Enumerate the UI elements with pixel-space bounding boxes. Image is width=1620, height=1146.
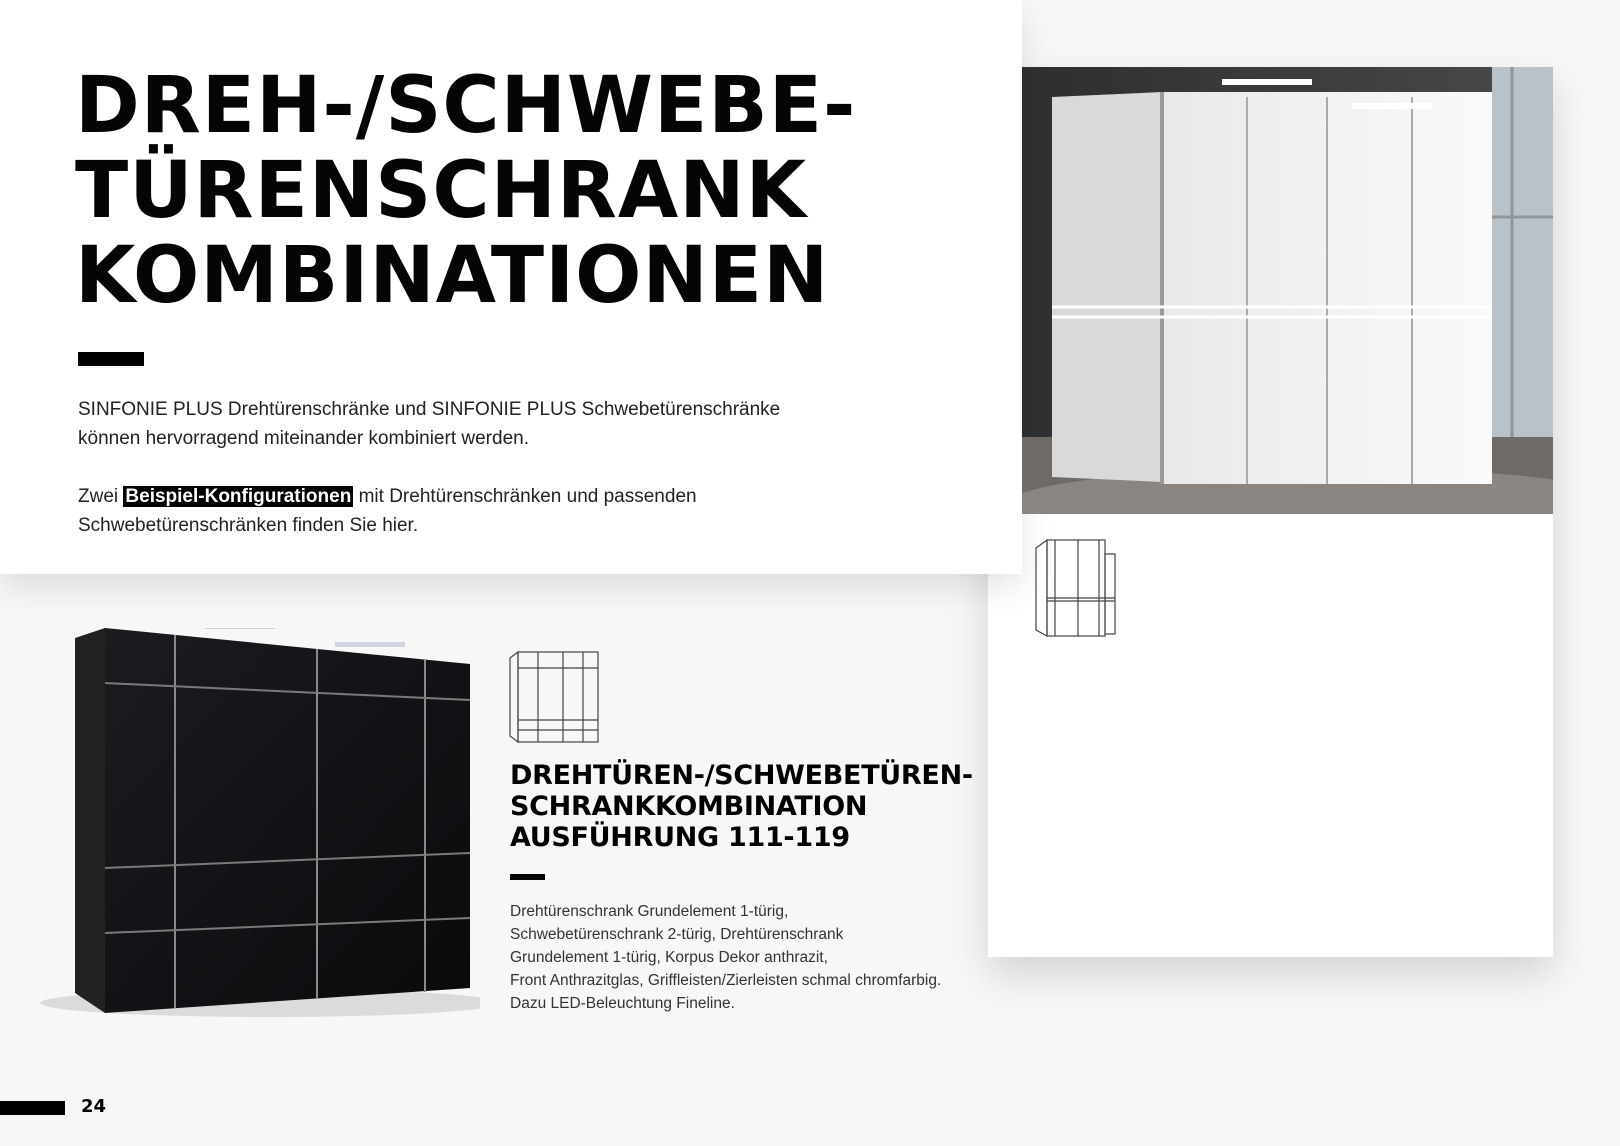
title-divider — [78, 352, 144, 366]
section-a-heading-line2: SCHRANKKOMBINATION — [510, 791, 868, 822]
black-wardrobe-photo — [20, 628, 480, 1018]
title-line-2: TÜRENSCHRANK — [75, 146, 808, 236]
section-a-heading — [510, 760, 973, 853]
section-a-text — [510, 900, 941, 1015]
intro-text — [78, 395, 838, 569]
intro-paragraph-1 — [78, 395, 838, 453]
page-number: 24 — [81, 1096, 107, 1117]
wardrobe-outline-icon — [1033, 538, 1133, 638]
section-a-heading-line3: AUSFÜHRUNG 111-119 — [510, 822, 850, 853]
section-a-line3: Grundelement 1-türig, Korpus Dekor anthrazit, — [510, 949, 828, 966]
section-a-line2: Schwebetürenschrank 2-türig, Drehtürenschrank — [510, 926, 844, 943]
intro-p2-prefix: Zwei — [78, 486, 119, 507]
footer-bar — [0, 1101, 65, 1115]
section-a-line1: Drehtürenschrank Grundelement 1-türig, — [510, 903, 789, 920]
section-a-heading-line1: DREHTÜREN-/SCHWEBETÜREN- — [510, 760, 973, 791]
wardrobe-outline-icon — [508, 650, 604, 744]
intro-card — [0, 0, 1022, 574]
white-wardrobe-photo — [1022, 67, 1553, 514]
page-title — [75, 61, 857, 321]
title-line-3: KOMBINATIONEN — [75, 231, 830, 321]
section-a-line4: Front Anthrazitglas, Griffleisten/Zierleisten schmal chromfarbig. — [510, 972, 942, 989]
section-a-divider — [510, 874, 545, 880]
intro-paragraph-2 — [78, 482, 838, 540]
section-a-line5: Dazu LED-Beleuchtung Fineline. — [510, 995, 735, 1012]
highlighted-link[interactable]: Beispiel-Konfigurationen — [125, 486, 352, 507]
intro-p2-line2: Schwebetürenschränken finden Sie hier. — [78, 515, 419, 536]
intro-p2-line1: mit Drehtürenschränken und passenden — [358, 486, 697, 507]
intro-p1-line1: SINFONIE PLUS Drehtürenschränke und SINFONIE PLUS Schwebetürenschränke — [78, 399, 781, 420]
title-line-1: DREH-/SCHWEBE- — [75, 61, 857, 151]
intro-p1-line2: können hervorragend miteinander kombiniert werden. — [78, 428, 529, 449]
